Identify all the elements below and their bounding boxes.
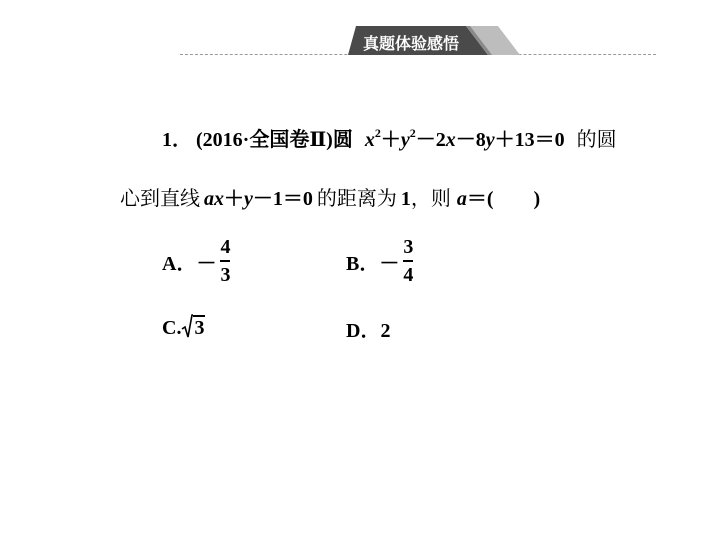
option-d[interactable] bbox=[346, 314, 390, 343]
equation-var-y: y bbox=[485, 129, 495, 151]
equation-plus: ＋ bbox=[380, 129, 401, 151]
option-a[interactable] bbox=[162, 236, 230, 286]
equation-exponent: 2 bbox=[374, 126, 381, 140]
unknown-var-a: a bbox=[456, 188, 467, 210]
fraction-denominator: 3 bbox=[220, 264, 231, 286]
fraction-denominator: 4 bbox=[403, 264, 414, 286]
question-line-1 bbox=[162, 128, 617, 152]
fraction-numerator: 4 bbox=[220, 236, 231, 258]
option-c-label: C. bbox=[162, 317, 182, 339]
equation-var-x: x bbox=[364, 129, 375, 151]
option-c[interactable] bbox=[162, 314, 205, 340]
equation-var-x: x bbox=[445, 129, 456, 151]
question-text: ，则 bbox=[410, 188, 451, 210]
question-line-2 bbox=[120, 187, 540, 211]
fraction-numerator: 3 bbox=[403, 236, 414, 258]
option-a-fraction bbox=[220, 236, 230, 286]
equation-term: －8 bbox=[455, 129, 486, 151]
equation-term: －2 bbox=[415, 129, 446, 151]
banner-tab bbox=[348, 26, 520, 55]
banner-title: 真题体验感悟 bbox=[362, 34, 459, 53]
equation-exponent: 2 bbox=[409, 126, 416, 140]
question-text: 的距离为 bbox=[316, 188, 397, 210]
question-source: (2016·全国卷Ⅱ)圆 bbox=[196, 129, 353, 151]
option-b-sign: － bbox=[379, 252, 400, 275]
line-plus: ＋ bbox=[224, 188, 244, 210]
line-equation-term: －1＝0 bbox=[252, 188, 313, 210]
option-c-radicand: 3 bbox=[194, 317, 205, 339]
question-text: 的圆 bbox=[576, 129, 617, 151]
answer-blank: ＝( ) bbox=[466, 188, 541, 210]
option-b-fraction bbox=[403, 236, 413, 286]
fraction-bar bbox=[403, 260, 413, 262]
fraction-bar bbox=[220, 260, 230, 262]
equation-term: ＋13＝0 bbox=[494, 129, 565, 151]
option-b-label: B． bbox=[346, 252, 380, 275]
option-c-sqrt bbox=[181, 314, 205, 340]
equation-var-y: y bbox=[400, 129, 410, 151]
distance-value: 1 bbox=[400, 188, 411, 210]
option-d-label: D． bbox=[346, 320, 381, 342]
question-text: 心到直线 bbox=[120, 188, 200, 210]
line-var-ax: ax bbox=[204, 188, 224, 210]
option-b[interactable] bbox=[346, 236, 413, 286]
section-banner bbox=[180, 26, 656, 60]
option-a-label: A． bbox=[162, 252, 197, 275]
option-a-sign: － bbox=[196, 252, 217, 275]
question-number: 1． bbox=[162, 129, 192, 151]
line-var-y: y bbox=[244, 188, 253, 210]
radical-sign bbox=[181, 314, 193, 340]
option-d-value: 2 bbox=[380, 320, 391, 342]
